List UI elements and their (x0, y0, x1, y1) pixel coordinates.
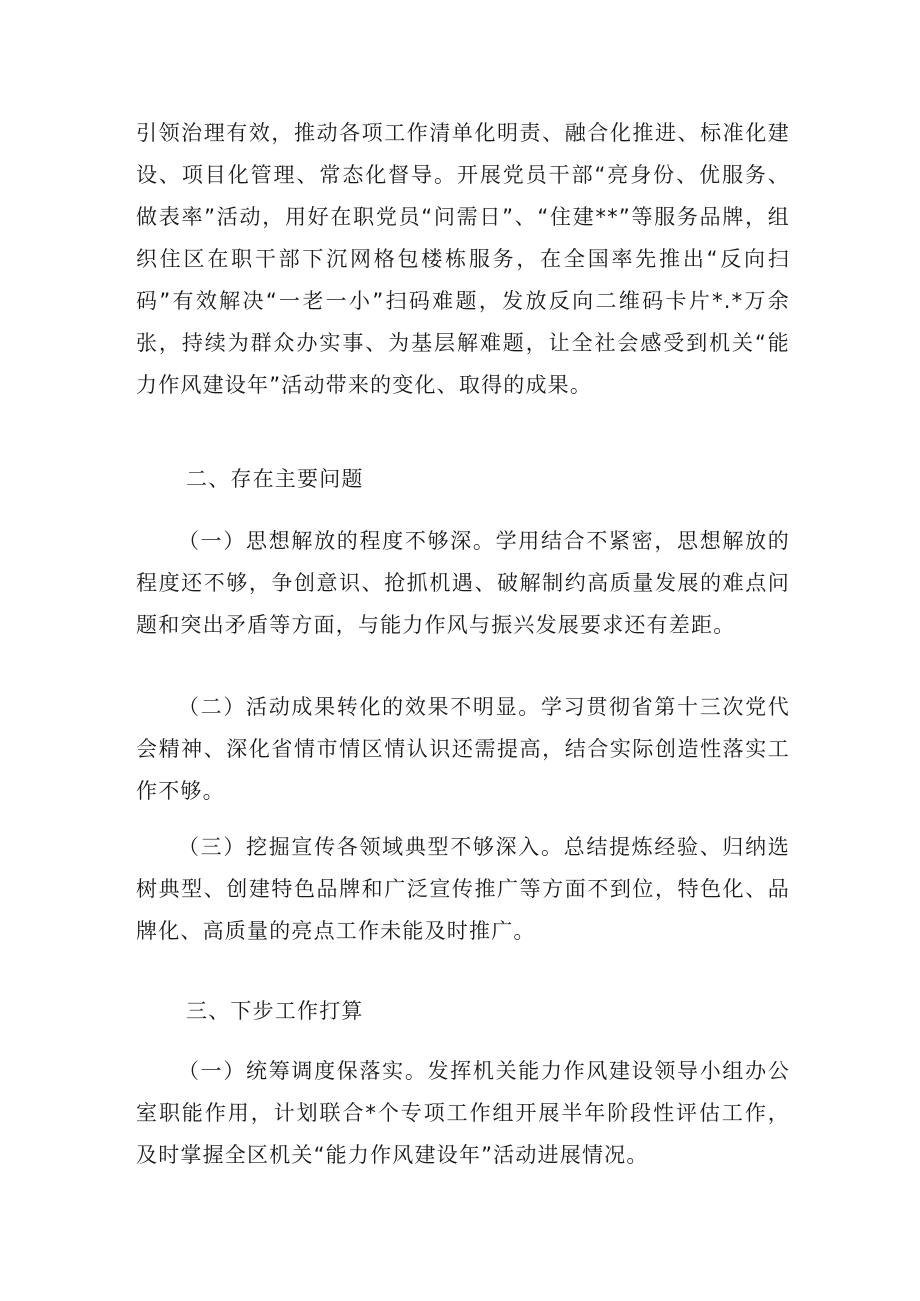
problem-item-1: （一）思想解放的程度不够深。学用结合不紧密，思想解放的程度还不够，争创意识、抢抓机遇、破解制约高质量发展的难点问题和突出矛盾等方面，与能力作风与振兴发展要求还有差距。 (136, 529, 790, 637)
problem-item-3: （三）挖掘宣传各领域典型不够深入。总结提炼经验、归纳选树典型、创建特色品牌和广泛宣传推广等方面不到位，特色化、品牌化、高质量的亮点工作未能及时推广。 (136, 835, 790, 943)
section-heading-next-steps: 三、下步工作打算 (186, 999, 364, 1023)
next-step-item-1: （一）统筹调度保落实。发挥机关能力作风建设领导小组办公室职能作用，计划联合*个专项工作组开展半年阶段性评估工作，及时掌握全区机关“能力作风建设年”活动进展情况。 (136, 1059, 790, 1167)
problem-item-2: （二）活动成果转化的效果不明显。学习贯彻省第十三次党代会精神、深化省情市情区情认识还需提高，结合实际创造性落实工作不够。 (136, 695, 790, 803)
section-heading-problems: 二、存在主要问题 (186, 467, 364, 491)
intro-paragraph: 引领治理有效，推动各项工作清单化明责、融合化推进、标准化建设、项目化管理、常态化督导。开展党员干部“亮身份、优服务、做表率”活动，用好在职党员“问需日”、“住建**”等服务品牌，组织住区在职干部下沉网格包楼栋服务，在全国率先推出“反向扫码”有效解决“一老一小”扫码难题，发放反向二维码卡片*.*万余张，持续为群众办实事、为基层解难题，让全社会感受到机关“能力作风建设年”活动带来的变化、取得的成果。 (136, 121, 790, 397)
